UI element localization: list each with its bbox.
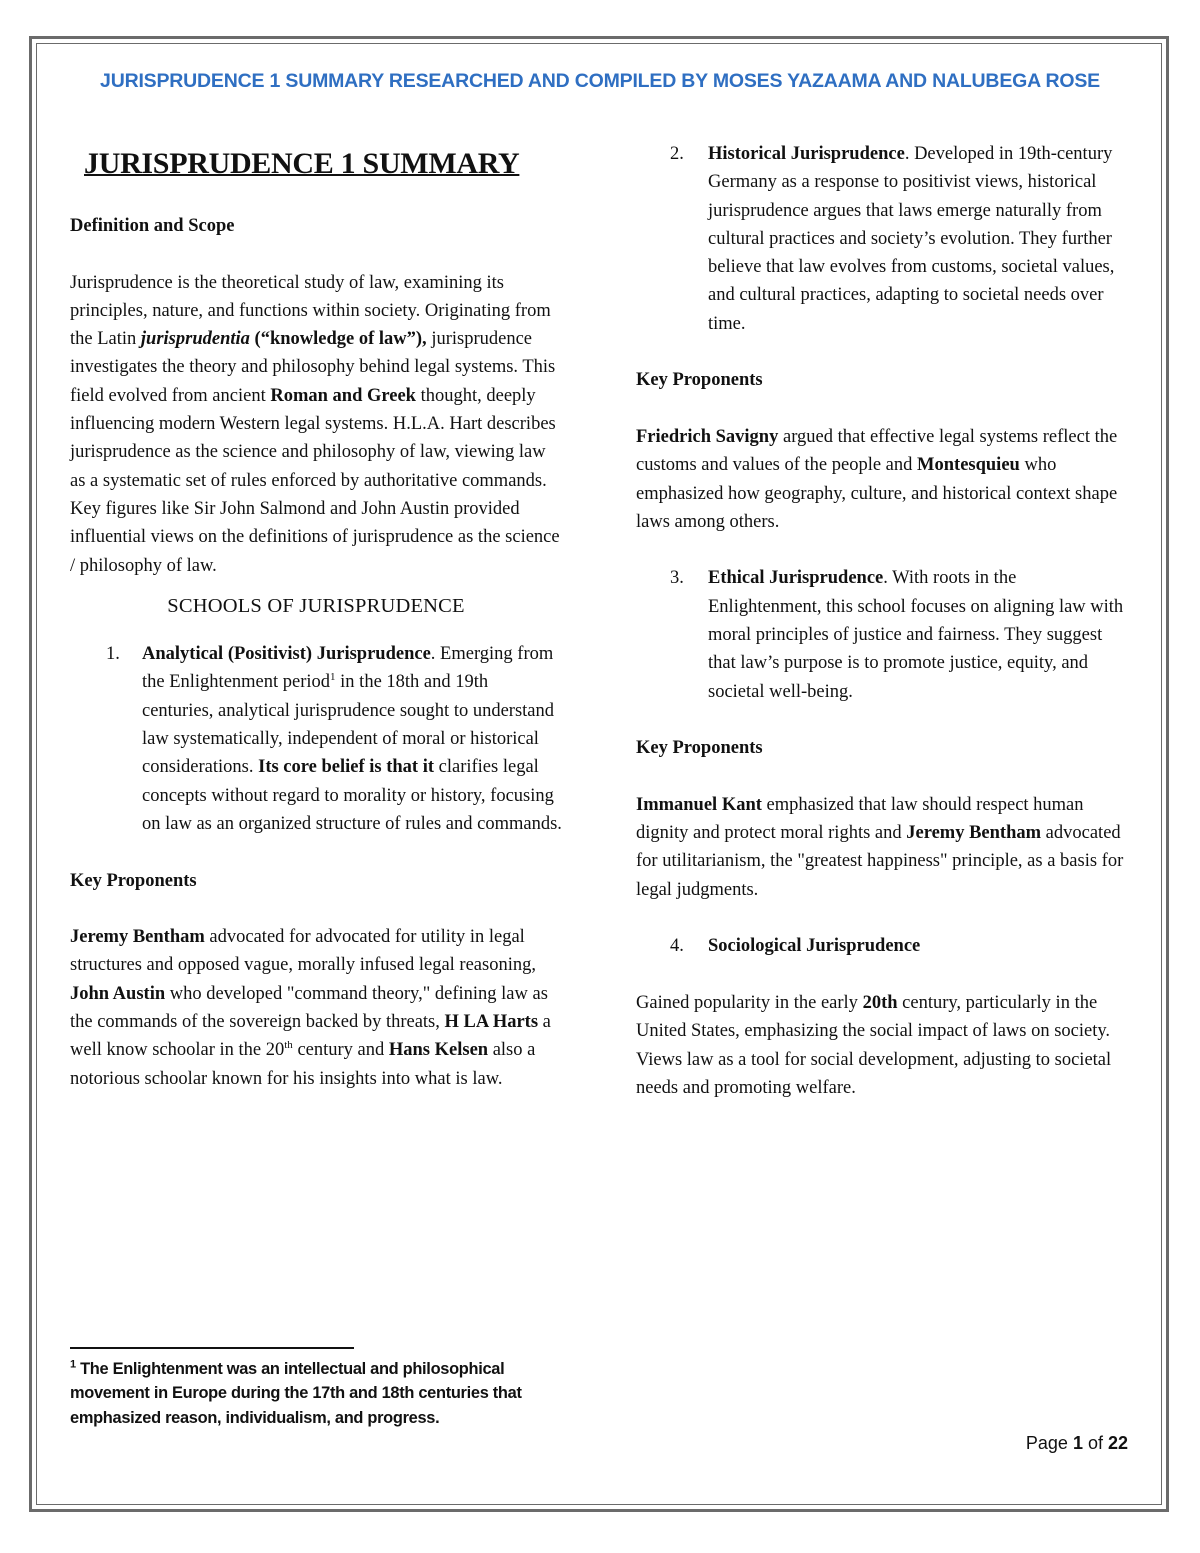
school-sociological	[636, 932, 1130, 960]
school-title: Sociological Jurisprudence	[708, 936, 921, 957]
page-number: Page 1 of 22	[1025, 1433, 1128, 1453]
sociological-paragraph: Gained popularity in the early 20th century, particularly in the United States, emphasizing the social impact of laws on society. Views law as a tool for social development, adjusting to societal needs and promoting welfare.	[636, 992, 1112, 1098]
definition-paragraph: Jurisprudence is the theoretical study of law, examining its principles, nature, and functions within society. Originating from the Latin jurisprudentia (“knowledge of law”), jurisprudence investigates the theory and philosophy behind legal systems. This field evolved from ancient Roman and Greek thought, deeply influencing modern Western legal systems. H.L.A. Hart describes jurisprudence as the science and philosophy of law, viewing law as a systematic set of rules enforced by authoritative commands. Key figures like Sir John Salmond and John Austin provided influential views on the definitions of jurisprudence as the science / philosophy of law.	[70, 272, 560, 576]
document-title: JURISPRUDENCE 1 SUMMARY	[84, 147, 520, 180]
school-title: Historical Jurisprudence	[708, 144, 905, 164]
analytical-proponents-paragraph: Jeremy Bentham advocated for advocated for utility in legal structures and opposed vague, morally infused legal reasoning, John Austin who developed "command theory," defining law as the commands of the sovereign backed by threats, H LA Harts a well know schoolar in the 20th century and Hans Kelsen also a notorious schoolar known for his insights into what is law.	[70, 927, 551, 1089]
list-number: 4.	[670, 936, 684, 957]
school-title: Ethical Jurisprudence	[708, 568, 884, 589]
key-proponents-heading: Key Proponents	[636, 370, 763, 391]
school-historical: 2. Historical Jurisprudence. Developed in 19th-century Germany as a response to positivist views, historical jurisprudence argues that laws emerge naturally from cultural practices and society’s evolution. They further believe that law evolves from customs, societal values, and cultural practices, adapting to societal needs over time.	[636, 140, 1130, 338]
key-proponents-heading: Key Proponents	[636, 738, 763, 759]
footnote-separator	[70, 1347, 354, 1349]
footnote: $^1$ The Enlightenment was an intellectual and philosophical movement in Europe during the 17th and 18th centuries that emphasized reason, individualism, and progress.	[70, 1358, 522, 1427]
definition-heading: Definition and Scope	[70, 216, 235, 236]
schools-heading: SCHOOLS OF JURISPRUDENCE	[167, 594, 465, 617]
footnote-ref[interactable]: 1	[330, 671, 336, 684]
key-proponents-heading: Key Proponents	[70, 870, 197, 891]
right-column	[636, 140, 1130, 1102]
historical-proponents-paragraph: Friedrich Savigny argued that effective legal systems reflect the customs and values of the people and Montesquieu who emphasized how geography, culture, and historical context shape laws among others.	[636, 426, 1118, 532]
left-column	[70, 140, 562, 1093]
document-header: JURISPRUDENCE 1 SUMMARY RESEARCHED AND COMPILED BY MOSES YAZAAMA AND NALUBEGA ROSE	[100, 70, 1100, 92]
list-number: 1.	[106, 644, 120, 665]
school-analytical: 1. Analytical (Positivist) Jurisprudence. Emerging from the Enlightenment period$^1$ in the 18th and 19th centuries, analytical jurisprudence sought to understand law systematically, independent of moral or historical considerations. Its core belief is that it clarifies legal concepts without regard to morality or history, focusing on law as an organized structure of rules and commands.	[70, 640, 562, 838]
school-title: Analytical (Positivist) Jurisprudence	[142, 644, 431, 665]
list-number: 2.	[670, 144, 684, 164]
school-ethical: 3. Ethical Jurisprudence. With roots in the Enlightenment, this school focuses on aligning law with moral principles of justice and fairness. They suggest that law’s purpose is to promote justice, equity, and societal well-being.	[636, 564, 1130, 705]
list-number: 3.	[670, 568, 684, 589]
ethical-proponents-paragraph: Immanuel Kant emphasized that law should respect human dignity and protect moral rights and Jeremy Bentham advocated for utilitarianism, the "greatest happiness" principle, as a basis for legal judgments.	[636, 794, 1124, 900]
